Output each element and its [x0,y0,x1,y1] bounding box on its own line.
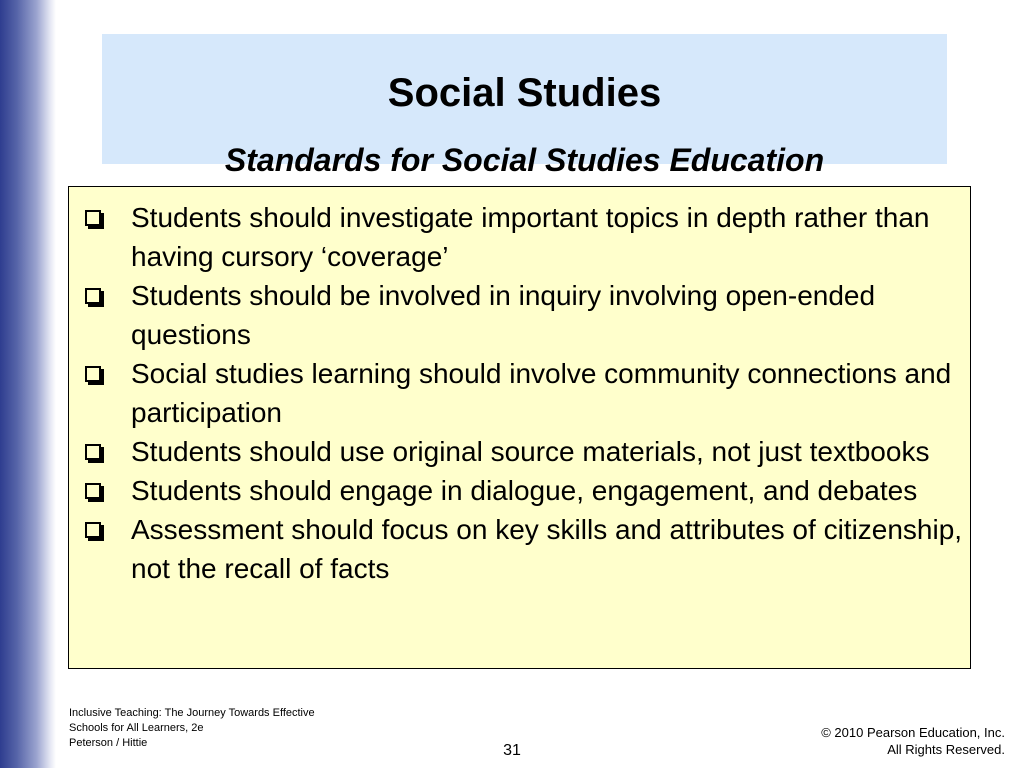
bullet-text: Social studies learning should involve community connections and participation [131,358,952,428]
checkbox-bullet-icon [85,522,101,538]
bullet-text: Assessment should focus on key skills and attributes of citizenship, not the recall of facts [131,514,963,584]
bullet-item [69,510,964,588]
bullet-list [69,198,964,588]
book-title-line2: Schools for All Learners, 2e [69,722,204,734]
bullet-text: Students should use original source materials, not just textbooks [131,436,930,467]
side-gradient-bar [0,0,56,768]
book-citation [69,706,315,751]
slide-subtitle: Standards for Social Studies Education [224,142,825,178]
bullet-item [69,276,964,354]
book-title-line1: Inclusive Teaching: The Journey Towards Effective [69,707,315,719]
checkbox-bullet-icon [85,210,101,226]
bullet-text: Students should engage in dialogue, engagement, and debates [131,475,918,506]
book-authors: Peterson / Hittie [69,737,148,749]
copyright-notice [821,724,1005,758]
slide-title: Social Studies [387,71,662,115]
bullet-text: Students should investigate important topics in depth rather than having cursory ‘coverage’ [131,202,930,272]
bullet-item [69,471,964,510]
checkbox-bullet-icon [85,366,101,382]
checkbox-bullet-icon [85,444,101,460]
checkbox-bullet-icon [85,288,101,304]
title-box [102,34,947,178]
copyright-line2: All Rights Reserved. [887,742,1005,757]
page-number: 31 [503,742,521,759]
bullet-item [69,198,964,276]
bullet-text: Students should be involved in inquiry involving open-ended questions [131,280,876,350]
copyright-line1: © 2010 Pearson Education, Inc. [821,725,1005,740]
bullet-item [69,354,964,432]
checkbox-bullet-icon [85,483,101,499]
standards-box [68,186,971,669]
bullet-item [69,432,964,471]
